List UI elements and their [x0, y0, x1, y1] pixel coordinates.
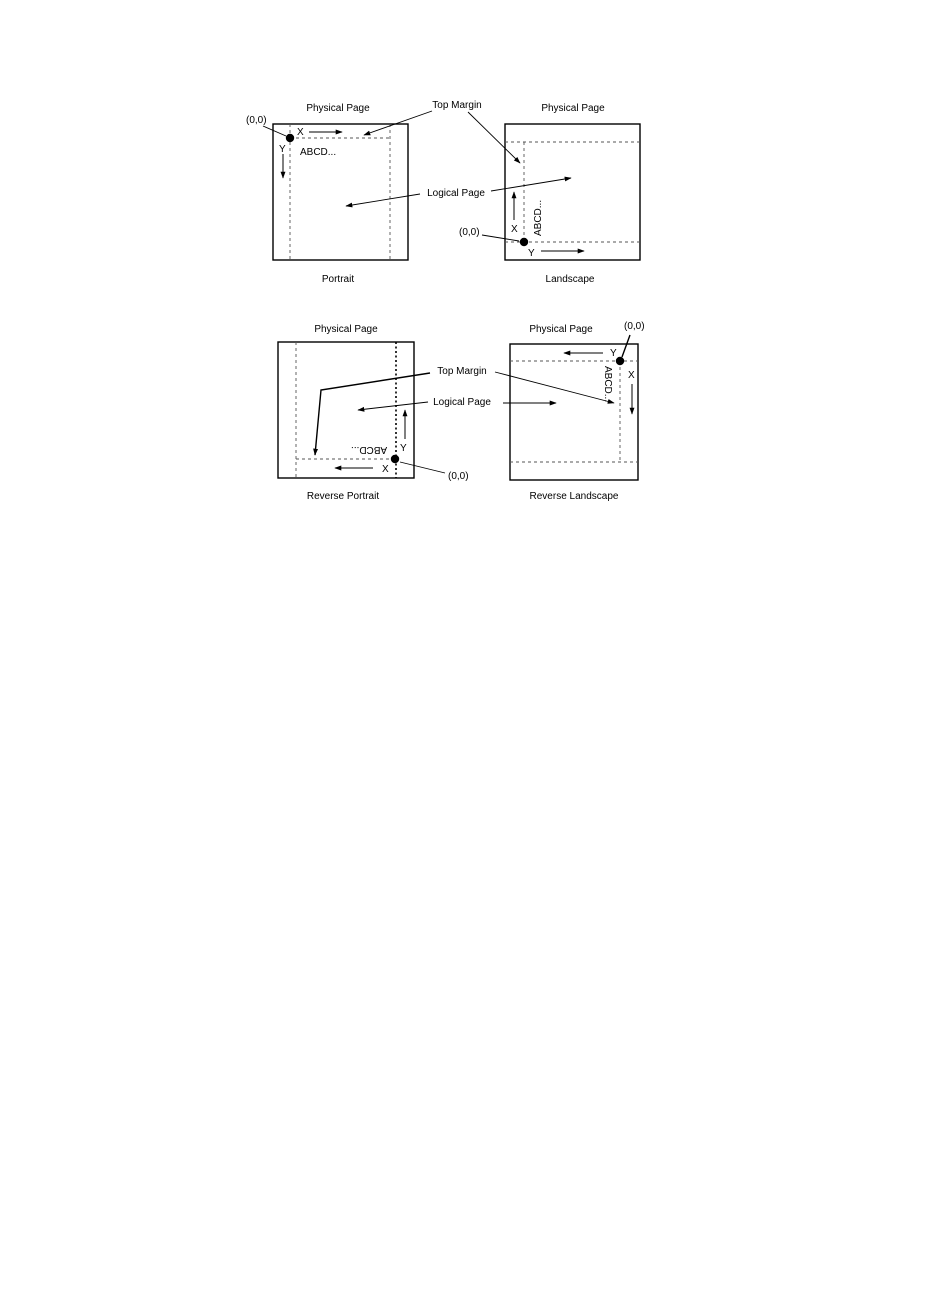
- reverse-landscape-sample-text: ABCD...: [602, 366, 613, 403]
- landscape-caption: Landscape: [545, 274, 595, 285]
- reverse-top-margin-leader-portrait: [315, 373, 430, 455]
- reverse-landscape-origin-dot: [616, 357, 624, 365]
- reverse-portrait-caption: Reverse Portrait: [306, 491, 380, 502]
- reverse-landscape-caption: Reverse Landscape: [529, 491, 619, 502]
- portrait-x-label: X: [297, 127, 304, 138]
- landscape-sample-text: ABCD...: [533, 199, 544, 236]
- portrait-origin-label: (0,0): [246, 115, 267, 126]
- landscape-origin-leader: [482, 235, 519, 241]
- top-margin-leader-landscape: [468, 112, 520, 163]
- reverse-landscape-origin-label: (0,0): [624, 321, 645, 332]
- logical-page-label: Logical Page: [427, 188, 485, 199]
- portrait-title: Physical Page: [306, 103, 370, 114]
- reverse-landscape-y-label: Y: [610, 348, 617, 359]
- reverse-top-margin-label: Top Margin: [437, 366, 487, 377]
- landscape-title: Physical Page: [541, 103, 605, 114]
- reverse-portrait-sample-text: ABCD...: [351, 444, 388, 455]
- reverse-landscape-panel: [510, 321, 645, 502]
- reverse-landscape-title: Physical Page: [529, 324, 593, 335]
- reverse-portrait-title: Physical Page: [314, 324, 378, 335]
- reverse-portrait-y-label: Y: [400, 443, 407, 454]
- reverse-portrait-origin-label: (0,0): [448, 471, 469, 482]
- reverse-logical-page-leader-portrait: [358, 402, 428, 410]
- top-margin-label: Top Margin: [432, 100, 482, 111]
- reverse-landscape-origin-leader: [622, 335, 630, 357]
- portrait-sample-text: ABCD...: [300, 147, 337, 158]
- reverse-portrait-origin-dot: [391, 455, 399, 463]
- portrait-origin-dot: [286, 134, 294, 142]
- landscape-x-label: X: [511, 224, 518, 235]
- reverse-portrait-origin-leader: [400, 462, 445, 473]
- portrait-panel: [246, 103, 408, 285]
- reverse-portrait-panel: [278, 324, 469, 502]
- portrait-origin-leader: [263, 126, 286, 136]
- logical-page-leader-portrait: [346, 194, 420, 206]
- reverse-portrait-x-label: X: [382, 464, 389, 475]
- landscape-y-label: Y: [528, 248, 535, 259]
- landscape-origin-dot: [520, 238, 528, 246]
- reverse-landscape-x-label: X: [628, 370, 635, 381]
- bottom-row-callouts: [315, 366, 614, 455]
- portrait-caption: Portrait: [321, 274, 355, 285]
- portrait-y-label: Y: [279, 144, 286, 155]
- landscape-origin-label: (0,0): [459, 227, 480, 238]
- portrait-physical-page: [273, 124, 408, 260]
- top-margin-leader-portrait: [364, 111, 432, 135]
- logical-page-leader-landscape: [491, 178, 571, 191]
- reverse-logical-page-label: Logical Page: [433, 397, 491, 408]
- top-row-callouts: [346, 100, 571, 206]
- reverse-top-margin-leader-landscape: [495, 372, 614, 403]
